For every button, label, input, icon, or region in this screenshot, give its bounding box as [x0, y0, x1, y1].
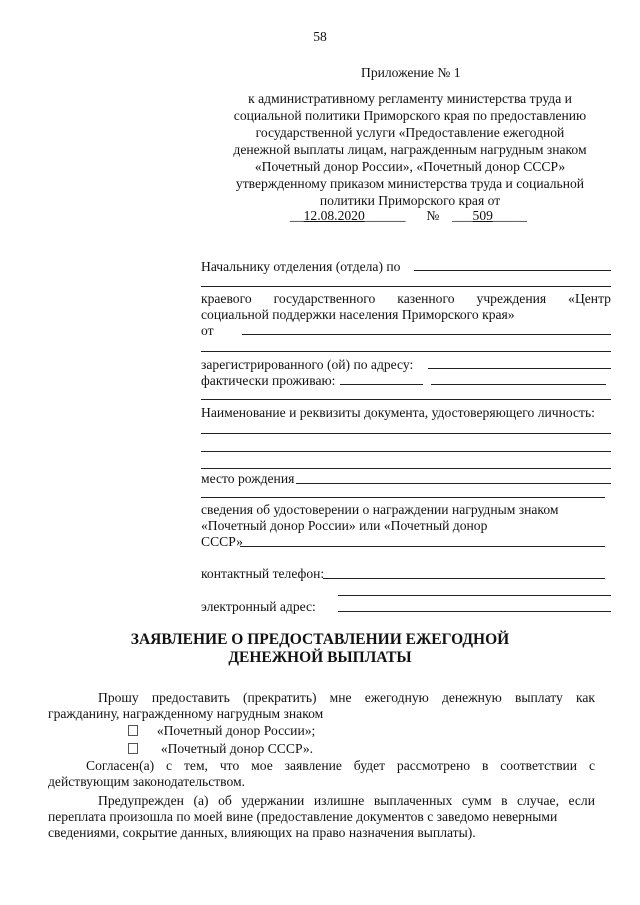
from-label: от	[201, 323, 214, 338]
birthplace-line-2	[201, 497, 605, 498]
p1-line2: гражданину, награжденному нагрудным знаком	[48, 706, 324, 721]
option-1	[128, 722, 315, 739]
living-label: фактически проживаю:	[201, 373, 336, 388]
identity-doc-label: Наименование и реквизиты документа, удостоверяющего личность:	[201, 405, 595, 420]
living-line-1	[340, 384, 423, 385]
p3-line3: сведениями, сокрытие данных, влияющих на право назначения выплаты).	[48, 825, 476, 840]
checkbox-icon[interactable]	[128, 725, 138, 736]
checkbox-icon[interactable]	[128, 743, 138, 754]
certificate-line2: «Почетный донор России» или «Почетный донор	[201, 518, 488, 533]
appendix-line: денежной выплаты лицам, награжденным нагрудным знаком	[233, 142, 587, 157]
certificate-line3: СССР»	[201, 534, 243, 549]
appendix-date: 12.08.2020	[303, 208, 365, 223]
living-line-2	[431, 384, 606, 385]
phone-line	[323, 578, 605, 579]
email-label: электронный адрес:	[201, 599, 316, 614]
phone-label: контактный телефон:	[201, 566, 325, 581]
email-line-top	[338, 595, 611, 596]
appendix-text	[190, 90, 630, 209]
identity-line-2	[201, 451, 611, 452]
head-of-dept-line	[414, 270, 611, 271]
p3-line1: Предупрежден (а) об удержании излишне выплаченных сумм в случае, если	[98, 793, 595, 808]
blank-line	[201, 286, 611, 287]
appendix-line: государственной услуги «Предоставление ежегодной	[255, 125, 565, 140]
p2-line1: Согласен(а) с тем, что мое заявление будет рассмотрено в соответствии с	[86, 758, 595, 773]
appendix-line: политики Приморского края от	[319, 193, 501, 208]
identity-line-3	[201, 468, 611, 469]
certificate-line1: сведения об удостоверении о награждении нагрудным знаком	[201, 502, 559, 517]
appendix-line: социальной политики Приморского края по предоставлению	[233, 108, 587, 123]
appendix-title: Приложение № 1	[361, 65, 461, 80]
email-line	[338, 611, 611, 612]
appendix-number: 509	[472, 208, 493, 223]
page-number: 58	[313, 29, 327, 44]
registered-label: зарегистрированного (ой) по адресу:	[201, 357, 414, 372]
registered-line	[428, 368, 611, 369]
from-line-2	[201, 351, 611, 352]
from-line	[242, 334, 611, 335]
birthplace-line	[296, 483, 611, 484]
birthplace-label: место рождения	[201, 471, 295, 486]
living-line-3	[201, 399, 611, 400]
statement-title-1: ЗАЯВЛЕНИЕ О ПРЕДОСТАВЛЕНИИ ЕЖЕГОДНОЙ	[130, 631, 510, 648]
option-1-label: «Почетный донор России»;	[156, 723, 316, 738]
institution-line1: краевого государственного казенного учреждения «Центр	[201, 291, 611, 306]
appendix-line: утвержденному приказом министерства труда и социальной	[235, 176, 585, 191]
certificate-line	[240, 546, 605, 547]
statement-title-2: ДЕНЕЖНОЙ ВЫПЛАТЫ	[228, 649, 412, 666]
option-2	[128, 740, 313, 757]
appendix-line: к административному регламенту министерства труда и	[248, 91, 572, 106]
head-of-dept-label: Начальнику отделения (отдела) по	[201, 259, 401, 274]
number-sign: №	[426, 208, 440, 223]
institution-line2: социальной поддержки населения Приморского края»	[201, 307, 515, 322]
p1-line1: Прошу предоставить (прекратить) мне ежегодную денежную выплату как	[98, 690, 595, 705]
identity-line-1	[201, 433, 611, 434]
p2-line2: действующим законодательством.	[48, 774, 246, 789]
appendix-line: «Почетный донор России», «Почетный донор СССР»	[254, 159, 566, 174]
p3-line2: переплата произошла по моей вине (предоставление документов с заведомо неверными	[48, 809, 558, 824]
appendix-date-row: __12.08.2020______ № ___509_____	[290, 208, 527, 223]
option-2-label: «Почетный донор СССР».	[160, 741, 314, 756]
